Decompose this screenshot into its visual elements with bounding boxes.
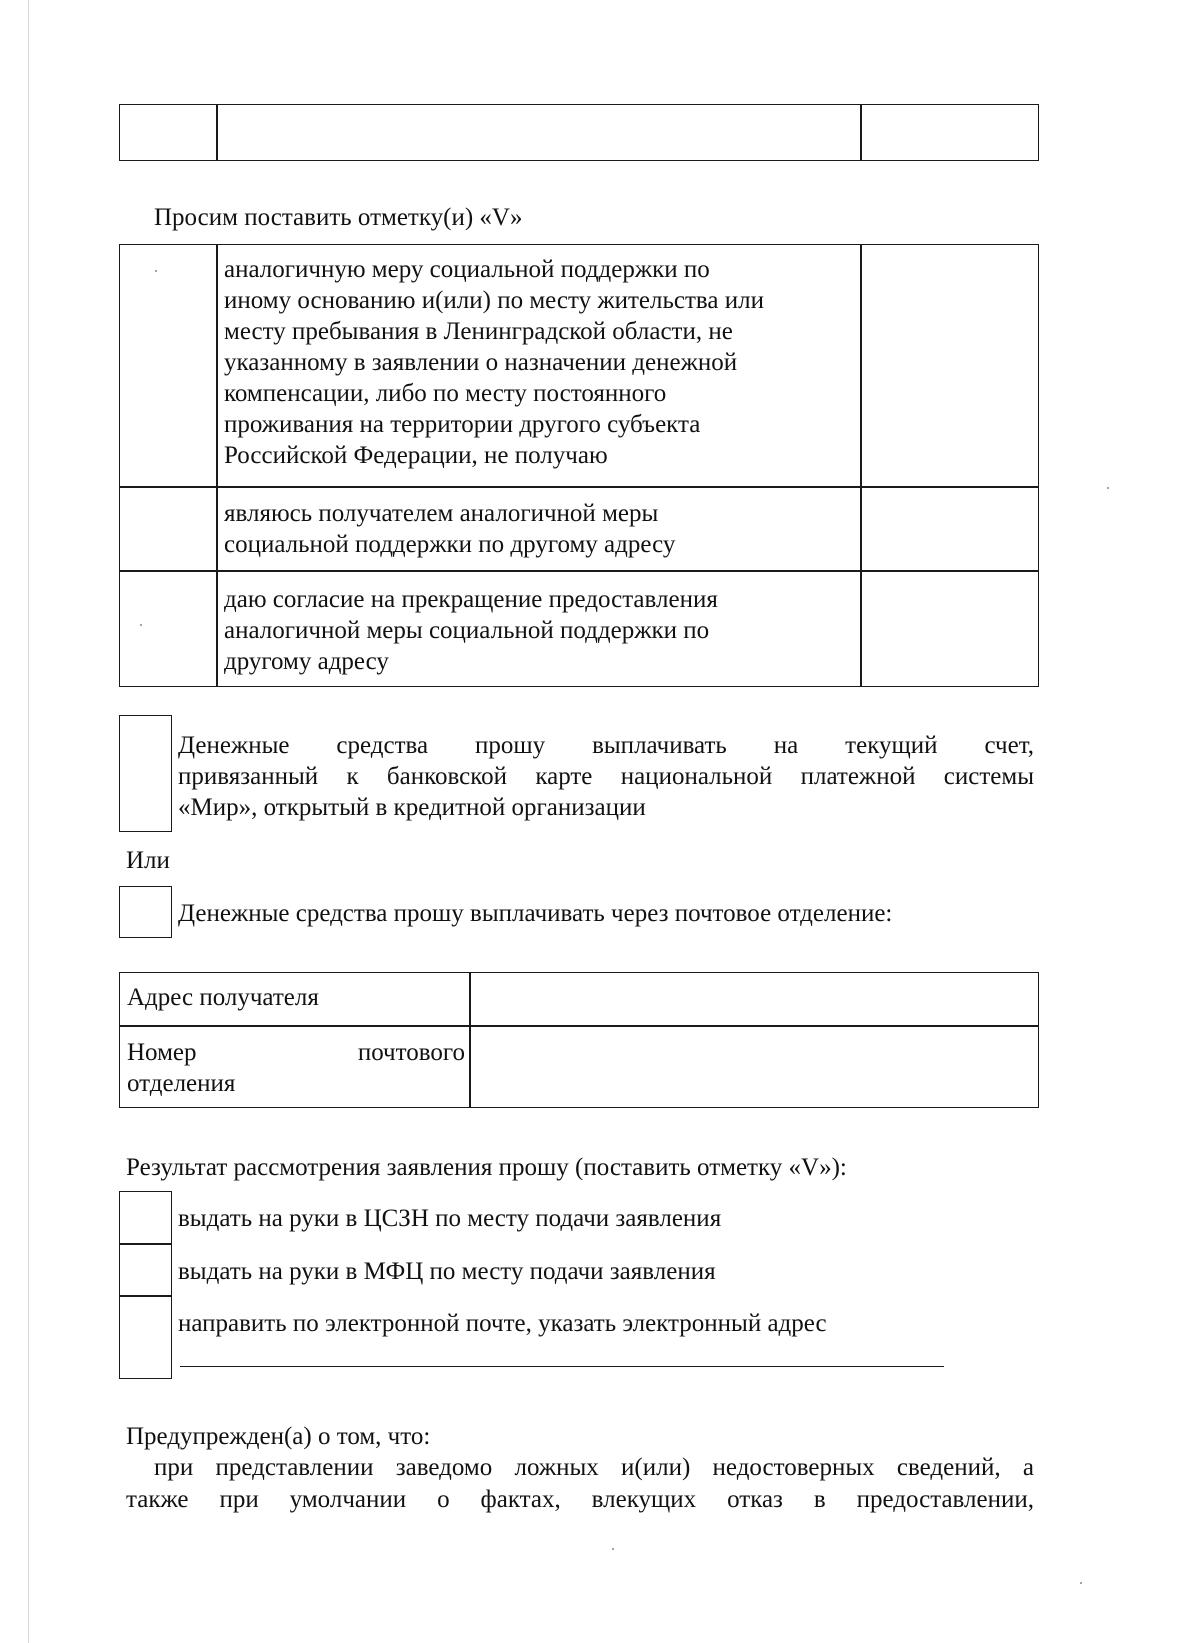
mark-row-1-mark-cell[interactable] [863, 246, 1037, 485]
mark-row-2-line: являюсь получателем аналогичной меры [224, 500, 659, 527]
mark-row-3-text [224, 584, 718, 677]
card-payment-line: «Мир», открытый в кредитной организации [178, 794, 646, 821]
request-mark-heading: Просим поставить отметку(и) «V» [154, 204, 523, 231]
mark-row-1-line: иному основанию и(или) по месту жительства или [224, 287, 764, 314]
mark-row-3-checkbox[interactable] [121, 572, 215, 685]
scan-speck [155, 270, 157, 272]
result-option-3-label: направить по электронной почте, указать электронный адрес [178, 1310, 827, 1337]
mark-row-1-checkbox[interactable] [121, 246, 215, 485]
result-option-3-checkbox[interactable] [121, 1297, 170, 1377]
warning-line-2: также при умолчании о фактах, влекущих отказ в предоставлении, [126, 1486, 1034, 1513]
email-address-field[interactable] [180, 1342, 944, 1367]
mark-row-1-line: компенсации, либо по месту постоянного [224, 380, 667, 407]
post-office-value-cell[interactable] [472, 1027, 1037, 1106]
result-option-2-label: выдать на руки в МФЦ по месту подачи заявления [178, 1258, 716, 1285]
post-office-label-word: почтового [357, 1039, 465, 1066]
post-office-label-line2: отделения [127, 1070, 236, 1097]
mark-row-1-line: месту пребывания в Ленинградской области, не [224, 318, 733, 345]
mark-row-2-line: социальной поддержки по другому адресу [224, 531, 676, 558]
mark-table-divider [216, 244, 218, 687]
or-label: Или [126, 847, 170, 874]
result-option-2-checkbox[interactable] [121, 1245, 170, 1294]
mark-row-2-mark-cell[interactable] [863, 488, 1037, 569]
result-option-1-label: выдать на руки в ЦСЗН по месту подачи заявления [178, 1205, 722, 1232]
mark-row-2-checkbox[interactable] [121, 488, 215, 569]
warning-line-1: при представлении заведомо ложных и(или) недостоверных сведений, а [154, 1454, 1034, 1481]
warning-heading: Предупрежден(а) о том, что: [126, 1423, 431, 1450]
address-value-cell[interactable] [472, 974, 1037, 1024]
mark-row-3-line: даю согласие на прекращение предоставления [224, 586, 718, 613]
scan-speck [1107, 487, 1109, 489]
scan-speck [612, 1548, 614, 1550]
scan-speck [140, 624, 142, 626]
mark-row-2-text [224, 498, 675, 560]
post-payment-checkbox[interactable] [119, 886, 172, 938]
mark-row-3-mark-cell[interactable] [863, 572, 1037, 685]
result-heading: Результат рассмотрения заявления прошу (поставить отметку «V»): [126, 1154, 847, 1181]
mark-row-3-line: другому адресу [224, 648, 389, 675]
top-table-cell-1[interactable] [121, 106, 215, 159]
top-table-divider [216, 104, 218, 161]
post-office-label [127, 1037, 465, 1099]
scan-edge-line [28, 0, 29, 1643]
mark-row-1-text [224, 254, 764, 471]
card-payment-line: привязанный к банковской карте национальной платежной системы [178, 763, 1034, 790]
mark-table-divider [860, 244, 862, 687]
mark-row-1-line: аналогичную меру социальной поддержки по [224, 256, 710, 283]
card-payment-text [178, 730, 1034, 823]
address-label: Адрес получателя [127, 984, 319, 1011]
scan-speck [1080, 1582, 1082, 1584]
top-table-cell-3[interactable] [863, 106, 1037, 159]
post-payment-text: Денежные средства прошу выплачивать через почтовое отделение: [178, 900, 893, 927]
mark-row-3-line: аналогичной меры социальной поддержки по [224, 617, 710, 644]
post-office-label-word: Номер [127, 1039, 197, 1066]
card-payment-line: Денежные средства прошу выплачивать на текущий счет, [178, 732, 1034, 759]
top-table-divider [860, 104, 862, 161]
result-option-1-checkbox[interactable] [121, 1193, 170, 1242]
card-payment-checkbox[interactable] [119, 715, 172, 832]
mark-row-1-line: проживания на территории другого субъекта [224, 411, 701, 438]
mark-row-1-line: указанному в заявлении о назначении денежной [224, 349, 738, 376]
mark-row-1-line: Российской Федерации, не получаю [224, 442, 608, 469]
post-table-divider [469, 972, 471, 1108]
top-table-cell-2[interactable] [219, 106, 859, 159]
